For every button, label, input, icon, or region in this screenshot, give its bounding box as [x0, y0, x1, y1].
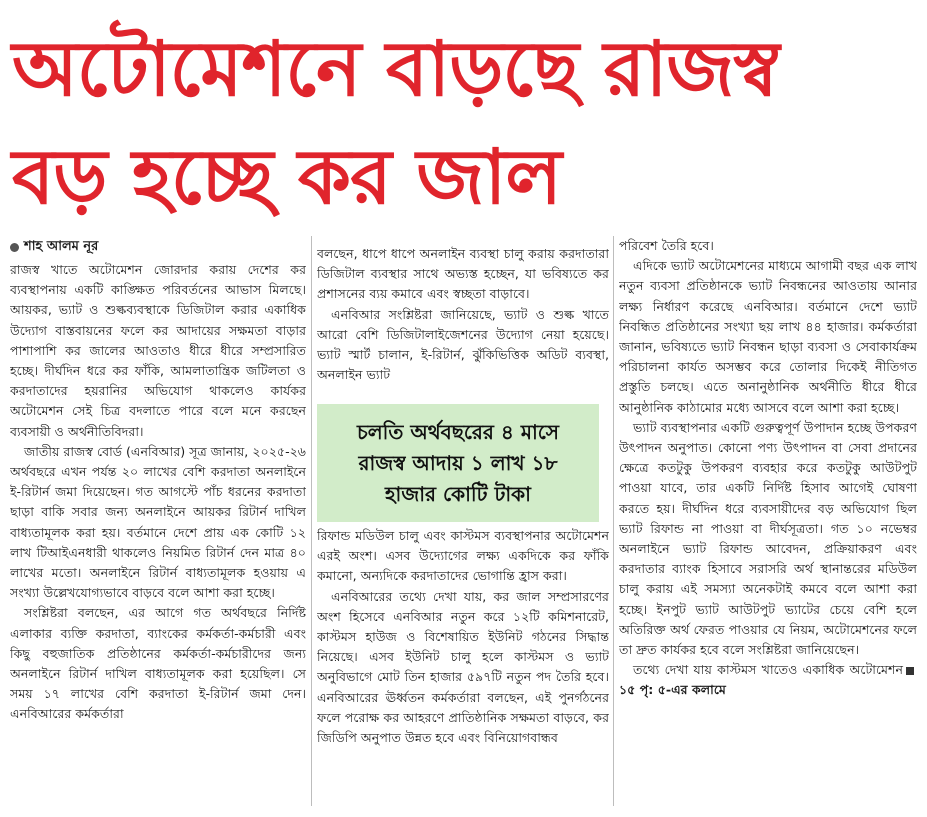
pull-quote-box — [317, 404, 599, 522]
paragraph: ভ্যাট ব্যবস্থাপনার একটি গুরুত্বপূর্ণ উপাদান হচ্ছে উপকরণ উৎপাদন অনুপাত। কোনো পণ্য উৎপাদন বা সেবা প্রদানের ক্ষেত্রে কতটুকু উপকরণ ব্যবহার করে কতটুকু আউটপুট পাওয়া যাবে, তার একটি নির্দিষ্ট হিসাব আগেই ঘোষণা করতে হয়। দীর্ঘদিন ধরে ব্যবসায়ীদের বড় অভিযোগ ছিল ভ্যাট রিফান্ড না পাওয়া বা দীর্ঘসূত্রতা। গত ১০ নভেম্বর অনলাইনে ভ্যাট রিফান্ড আবেদন, প্রক্রিয়াকরণ এবং করদাতার ব্যাংক হিসাবে সরাসরি অর্থ স্থানান্তরের মডিউল চালু করায় এই সমস্যা অনেকটাই কমবে বলে আশা করা হচ্ছে। ইনপুট ভ্যাট আউটপুট ভ্যাটের চেয়ে বেশি হলে অতিরিক্ত অর্থ ফেরত পাওয়ার যে নিয়ম, অটোমেশনের ফলে তা দ্রুত কার্যকর হবে বলে সংশ্লিষ্টরা জানিয়েছেন। — [619, 419, 917, 658]
headline-line-2: বড় হচ্ছে কর জাল — [12, 132, 561, 221]
paragraph: জাতীয় রাজস্ব বোর্ড (এনবিআর) সূত্র জানায়, ২০২৫-২৬ অর্থবছরে এখন পর্যন্ত ২০ লাখের বেশি করদাতা অনলাইনে ই-রিটার্ন জমা দিয়েছেন। গত আগস্টে পাঁচ ধরনের করদাতা ছাড়া বাকি সবার জন্য অনলাইনে আয়কর রিটার্ন দাখিল বাধ্যতামূলক করা হয়। বর্তমানে দেশে প্রায় এক কোটি ১২ লাখ টিআইএনধারী থাকলেও নিয়মিত রিটার্ন দেন মাত্র ৪০ লাখের মতো। অনলাইনে রিটার্ন বাধ্যতামূলক হওয়ায় এ সংখ্যা উল্লেখযোগ্যভাবে বাড়বে বলে আশা করা হচ্ছে। — [10, 443, 306, 601]
bullet-icon — [10, 243, 19, 252]
paragraph: সংশ্লিষ্টরা বলছেন, এর আগে গত অর্থবছরে নির্দিষ্ট এলাকার ব্যক্তি করদাতা, ব্যাংকের কর্মকর্তা-কর্মচারী এবং কিছু বহুজাতিক প্রতিষ্ঠানের কর্মকর্তা-কর্মচারীদের জন্য অনলাইনে রিটার্ন দাখিল বাধ্যতামূলক করা হয়েছিল। সে সময় ১৭ লাখের বেশি করদাতা ই-রিটার্ন জমা দেন। এনবিআরের কর্মকর্তারা — [10, 605, 306, 722]
column-divider — [311, 236, 312, 806]
article-column-2-bottom — [317, 526, 609, 808]
paragraph: রাজস্ব খাতে অটোমেশন জোরদার করায় দেশের কর ব্যবস্থাপনায় একটি কাঙ্ক্ষিত পরিবর্তনের আভাস মিলছে। আয়কর, ভ্যাট ও শুল্কব্যবস্থাকে ডিজিটাল করার একাধিক উদ্যোগ বাস্তবায়নের ফলে কর আদায়ের সক্ষমতা বাড়ার পাশাপাশি কর জালের আওতাও ধীরে ধীরে সম্প্রসারিত হচ্ছে। দীর্ঘদিন ধরে কর ফাঁকি, আমলাতান্ত্রিক জটিলতা ও করদাতাদের হয়রানির অভিযোগ থাকলেও কার্যকর অটোমেশন সেই চিত্র বদলাতে পারে বলে মনে করছেন ব্যবসায়ী ও অর্থনীতিবিদরা। — [10, 262, 306, 439]
continuation-link[interactable]: ১৫ পৃ: ৫-এর কলামে — [619, 682, 726, 698]
paragraph: এনবিআর সংশ্লিষ্টরা জানিয়েছে, ভ্যাট ও শুল্ক খাতে আরো বেশি ডিজিটালাইজেশনের উদ্যোগ নেয়া হয়েছে। ভ্যাট স্মার্ট চালান, ই-রিটার্ন, ঝুঁকিভিত্তিক অডিট ব্যবস্থা, অনলাইন ভ্যাট — [317, 306, 609, 383]
pull-quote-line: হাজার কোটি টাকা — [385, 481, 531, 506]
pull-quote-line: রাজস্ব আদায় ১ লাখ ১৮ — [358, 450, 558, 475]
article-column-2-top — [317, 244, 609, 402]
column-divider — [613, 236, 614, 806]
paragraph: পরিবেশ তৈরি হবে। — [619, 238, 714, 253]
article-column-3 — [619, 236, 917, 808]
byline — [10, 236, 306, 258]
paragraph: বলছেন, ধাপে ধাপে অনলাইন ব্যবস্থা চালু করায় করদাতারা ডিজিটাল ব্যবস্থার সাথে অভ্যস্ত হচ্ছেন, যা ভবিষ্যতে কর প্রশাসনের ব্যয় কমাবে এবং স্বচ্ছতা বাড়াবে। — [317, 246, 609, 302]
square-bullet-icon — [906, 667, 914, 675]
headline-line-1: অটোমেশনে বাড়ছে রাজস্ব — [12, 24, 779, 113]
paragraph-last — [619, 660, 917, 700]
paragraph: এনবিআরের তথ্যে দেখা যায়, কর জাল সম্প্রসারণের অংশ হিসেবে এনবিআর নতুন করে ১২টি কমিশনারেট, কাস্টমস হাউজ ও বিশেষায়িত ইউনিট গঠনের সিদ্ধান্ত নিয়েছে। এসব ইউনিট চালু হলে কাস্টমস ও ভ্যাট অনুবিভাগে মোট তিন হাজার ৫৯৭টি নতুন পদ তৈরি হবে। এনবিআরের ঊর্ধ্বতন কর্মকর্তারা বলছেন, এই পুনর্গঠনের ফলে পরোক্ষ কর আহরণে প্রাতিষ্ঠানিক সক্ষমতা বাড়বে, কর জিডিপি অনুপাত উন্নত হবে এবং বিনিয়োগবান্ধব — [317, 588, 609, 746]
pull-quote-line: চলতি অর্থবছরের ৪ মাসে — [356, 419, 559, 444]
article-column-1 — [10, 236, 306, 808]
paragraph: এদিকে ভ্যাট অটোমেশনের মাধ্যমে আগামী বছর এক লাখ নতুন ব্যবসা প্রতিষ্ঠানকে ভ্যাট নিবন্ধনের আওতায় আনার লক্ষ্য নির্ধারণ করেছে এনবিআর। বর্তমানে দেশে ভ্যাট নিবন্ধিত প্রতিষ্ঠানের সংখ্যা ছয় লাখ ৪৪ হাজার। কর্মকর্তারা জানান, ভবিষ্যতে ভ্যাট নিবন্ধন ছাড়া ব্যবসা ও সেবাকার্যক্রম পরিচালনা কার্যত অসম্ভব করে তোলার দিকেই নীতিগত প্রস্তুতি চলছে। এতে অনানুষ্ঠানিক অর্থনীতি ধীরে ধীরে আনুষ্ঠানিক কাঠামোর মধ্যে আসবে বলে আশা করা হচ্ছে। — [619, 258, 917, 415]
paragraph-text: তথ্যে দেখা যায় কাস্টমস খাতেও একাধিক অটোমেশন — [633, 662, 903, 678]
author-name: শাহ আলম নূর — [24, 239, 99, 254]
paragraph: রিফান্ড মডিউল চালু এবং কাস্টমস ব্যবস্থাপনার অটোমেশন এরই অংশ। এসব উদ্যোগের লক্ষ্য একদিকে কর ফাঁকি কমানো, অন্যদিকে করদাতাদের ভোগান্তি হ্রাস করা। — [317, 528, 609, 584]
